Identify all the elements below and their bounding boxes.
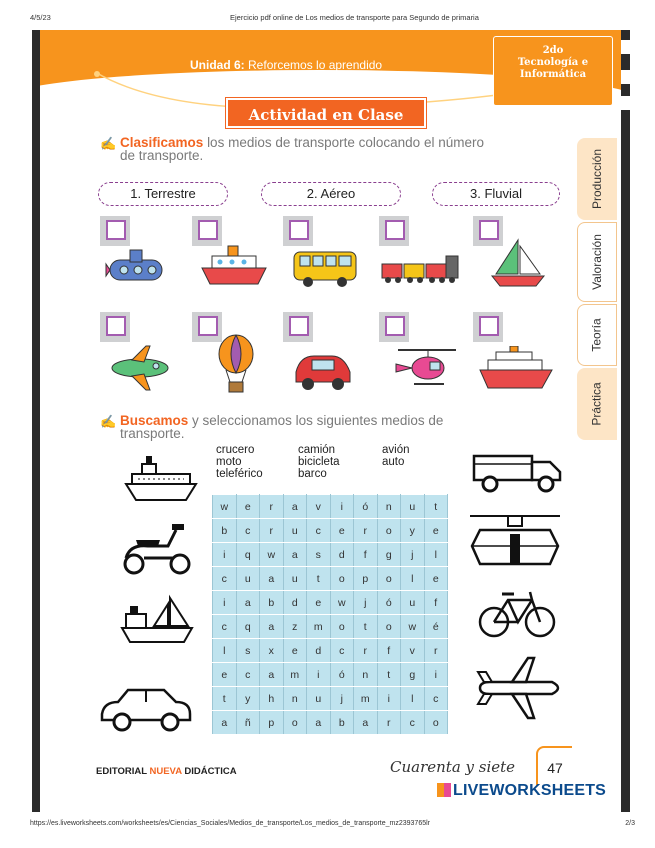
grid-cell[interactable]: ó [377,591,401,615]
grid-cell[interactable]: i [424,663,448,687]
grid-cell[interactable]: w [260,543,284,567]
answer-box[interactable] [379,216,409,246]
airplane-icon [106,342,174,392]
instruction-classify-text-2: de transporte. [120,148,204,163]
unit-subtitle: Reforcemos lo aprendido [248,58,383,72]
instruction-search-bold: Buscamos [120,413,189,428]
publisher-word-2: NUEVA [149,766,182,777]
grid-row [213,711,448,735]
grid-cell[interactable]: f [377,639,401,663]
truck-outline-icon [470,446,566,496]
category-fluvial: 3. Fluvial [432,182,560,206]
grid-cell[interactable]: o [377,567,401,591]
grid-cell[interactable]: a [260,615,284,639]
grid-cell[interactable]: a [283,495,307,519]
grid-cell[interactable]: e [307,591,331,615]
tab-practica[interactable] [577,368,617,440]
bus-icon [290,246,360,290]
grid-cell[interactable]: s [236,639,260,663]
grid-cell[interactable]: i [213,591,237,615]
grid-cell[interactable]: e [283,639,307,663]
liveworksheets-logo [437,782,606,800]
grid-cell[interactable]: y [236,687,260,711]
grid-cell[interactable]: t [424,495,448,519]
instruction-classify-text: los medios de transporte colocando el número [207,135,484,150]
instruction-classify [120,136,484,162]
grid-row [213,663,448,687]
grid-cell[interactable]: i [213,543,237,567]
grid-row [213,495,448,519]
sailboat-icon [488,236,548,292]
liveworksheets-text: LIVEWORKSHEETS [453,782,607,799]
category-aereo: 2. Aéreo [261,182,401,206]
word-item: camión [298,444,336,456]
grid-cell[interactable]: r [377,711,401,735]
grid-cell[interactable]: w [330,591,354,615]
grid-cell[interactable]: w [401,615,425,639]
page-number-words: Cuarenta y siete [390,758,516,776]
grid-cell[interactable]: u [283,519,307,543]
grid-cell[interactable]: d [307,639,331,663]
tab-produccion-label: Producción [590,148,605,210]
grid-cell[interactable]: c [236,663,260,687]
airplane-outline-icon [472,654,566,722]
word-item: barco [298,468,327,480]
cruise-ship-outline-icon [122,454,200,504]
grid-cell[interactable]: n [283,687,307,711]
tab-valoracion[interactable] [577,222,617,302]
page-number: 47 [536,746,572,786]
grid-cell[interactable]: e [424,519,448,543]
grid-cell[interactable]: o [283,711,307,735]
grid-cell[interactable]: o [377,615,401,639]
grid-cell[interactable]: g [401,663,425,687]
answer-box[interactable] [283,216,313,246]
grid-row [213,567,448,591]
grid-cell[interactable]: b [213,519,237,543]
grid-cell[interactable]: é [424,615,448,639]
word-item: moto [216,456,242,468]
grid-cell[interactable]: q [236,615,260,639]
grid-cell[interactable]: o [424,711,448,735]
subject-label-2: Informática [519,69,587,80]
tab-teoria[interactable] [577,304,617,366]
grade-label: 2do [542,45,564,56]
grid-cell[interactable]: p [260,711,284,735]
grid-cell[interactable]: m [307,615,331,639]
answer-box[interactable] [379,312,409,342]
grid-cell[interactable]: j [401,543,425,567]
grid-cell[interactable]: x [260,639,284,663]
grid-cell[interactable]: r [424,639,448,663]
grid-cell[interactable]: c [236,519,260,543]
grid-cell[interactable]: e [213,663,237,687]
grid-cell[interactable]: p [354,567,378,591]
answer-box[interactable] [100,312,130,342]
word-item: crucero [216,444,255,456]
boat-outline-icon [120,594,196,646]
grid-cell[interactable]: b [330,711,354,735]
tab-produccion[interactable] [577,138,617,220]
instruction-search-text: y seleccionamos los siguientes medios de [192,413,444,428]
page-frame-left [32,30,40,812]
word-item: avión [382,444,410,456]
instruction-search [120,414,443,440]
word-list-col-2 [298,444,340,480]
grid-cell[interactable]: e [330,519,354,543]
grid-cell[interactable]: i [377,687,401,711]
car-icon [290,348,356,392]
print-url: https://es.liveworksheets.com/worksheets/es/Ciencias_Sociales/Medios_de_transporte/Los_medios_de_transporte_mz2393765lr [30,820,430,827]
instruction-classify-bold: Clasificamos [120,135,204,150]
hot-air-balloon-icon [216,334,256,396]
grid-cell[interactable]: l [401,687,425,711]
grid-cell[interactable]: b [260,591,284,615]
unit-label: Unidad 6: [190,58,245,72]
print-footer [30,820,635,832]
grid-cell[interactable]: v [307,495,331,519]
grid-cell[interactable]: a [236,591,260,615]
grid-cell[interactable]: a [354,711,378,735]
print-page-count: 2/3 [625,820,635,827]
answer-box[interactable] [473,312,503,342]
grid-cell[interactable]: j [354,591,378,615]
submarine-icon [102,242,172,290]
word-item: auto [382,456,405,468]
grid-cell[interactable]: r [354,639,378,663]
instruction-search-text-2: transporte. [120,426,185,441]
grid-cell[interactable]: u [401,495,425,519]
grid-cell[interactable]: t [213,687,237,711]
grid-cell[interactable]: r [260,495,284,519]
grid-cell[interactable]: e [236,495,260,519]
print-header [30,13,635,25]
publisher-label [96,766,237,777]
grid-cell[interactable]: ñ [236,711,260,735]
ship-icon [198,240,270,290]
grid-cell[interactable]: t [377,663,401,687]
helicopter-icon [392,344,462,392]
grid-cell[interactable]: o [330,567,354,591]
grid-row [213,591,448,615]
pencil-icon: ✍ [100,136,117,151]
grid-cell[interactable]: t [354,615,378,639]
worksheet-page [40,30,621,812]
publisher-word-3: DIDÁCTICA [184,766,237,777]
grid-cell[interactable]: f [424,591,448,615]
tab-teoria-label: Teoría [589,318,604,352]
grid-cell[interactable]: e [424,567,448,591]
grid-cell[interactable]: o [377,519,401,543]
print-title: Ejercicio pdf online de Los medios de transporte para Segundo de primaria [230,13,479,22]
train-icon [380,252,462,288]
grid-cell[interactable]: a [260,567,284,591]
page-frame-right [621,30,630,812]
grid-row [213,639,448,663]
activity-title: Actividad en Clase [226,98,426,128]
grid-cell[interactable]: u [401,591,425,615]
grid-cell[interactable]: c [213,567,237,591]
grid-cell[interactable]: d [283,591,307,615]
grade-subject-badge [493,36,613,106]
grid-cell[interactable]: i [307,663,331,687]
word-item: bicicleta [298,456,340,468]
grid-cell[interactable]: u [236,567,260,591]
car-outline-icon [98,682,194,734]
grid-cell[interactable]: t [307,567,331,591]
grid-row [213,543,448,567]
grid-cell[interactable]: a [307,711,331,735]
grid-cell[interactable]: u [307,687,331,711]
grid-cell[interactable]: ó [354,495,378,519]
grid-cell[interactable]: r [260,519,284,543]
grid-cell[interactable]: c [307,519,331,543]
cable-car-outline-icon [470,510,560,572]
grid-cell[interactable]: a [283,543,307,567]
word-list-col-3 [382,444,410,468]
grid-cell[interactable]: i [330,495,354,519]
scooter-outline-icon [116,520,196,578]
liveworksheets-icon [437,783,451,797]
grid-cell[interactable]: l [213,639,237,663]
grid-cell[interactable]: u [283,567,307,591]
word-search-grid [212,494,448,735]
subject-label-1: Tecnología e [517,57,589,68]
grid-row [213,687,448,711]
tab-practica-label: Práctica [590,382,605,426]
grid-cell[interactable]: q [236,543,260,567]
grid-cell[interactable]: c [424,687,448,711]
bicycle-outline-icon [476,586,558,640]
unit-title [190,58,382,72]
word-item: teleférico [216,468,263,480]
word-list-col-1 [216,444,263,480]
tab-valoracion-label: Valoración [590,234,604,290]
grid-cell[interactable]: v [401,639,425,663]
grid-cell[interactable]: j [330,687,354,711]
category-terrestre: 1. Terrestre [98,182,228,206]
grid-cell[interactable]: l [401,567,425,591]
grid-cell[interactable]: d [330,543,354,567]
grid-cell[interactable]: o [330,615,354,639]
grid-cell[interactable]: h [260,687,284,711]
answer-box[interactable] [283,312,313,342]
grid-cell[interactable]: n [354,663,378,687]
grid-cell[interactable]: m [354,687,378,711]
grid-cell[interactable]: s [307,543,331,567]
grid-cell[interactable]: g [377,543,401,567]
grid-cell[interactable]: z [283,615,307,639]
pencil-icon: ✍ [100,414,117,429]
print-date: 4/5/23 [30,13,51,22]
grid-cell[interactable]: l [424,543,448,567]
grid-cell[interactable]: n [377,495,401,519]
grid-cell[interactable]: c [330,639,354,663]
grid-cell[interactable]: c [213,615,237,639]
grid-row [213,519,448,543]
grid-row [213,615,448,639]
grid-cell[interactable]: m [283,663,307,687]
cruise-ship-icon [476,346,556,392]
grid-cell[interactable]: y [401,519,425,543]
grid-cell[interactable]: f [354,543,378,567]
grid-cell[interactable]: r [354,519,378,543]
grid-cell[interactable]: ó [330,663,354,687]
publisher-word-1: EDITORIAL [96,766,147,777]
grid-cell[interactable]: a [260,663,284,687]
grid-cell[interactable]: w [213,495,237,519]
grid-cell[interactable]: a [213,711,237,735]
grid-cell[interactable]: c [401,711,425,735]
